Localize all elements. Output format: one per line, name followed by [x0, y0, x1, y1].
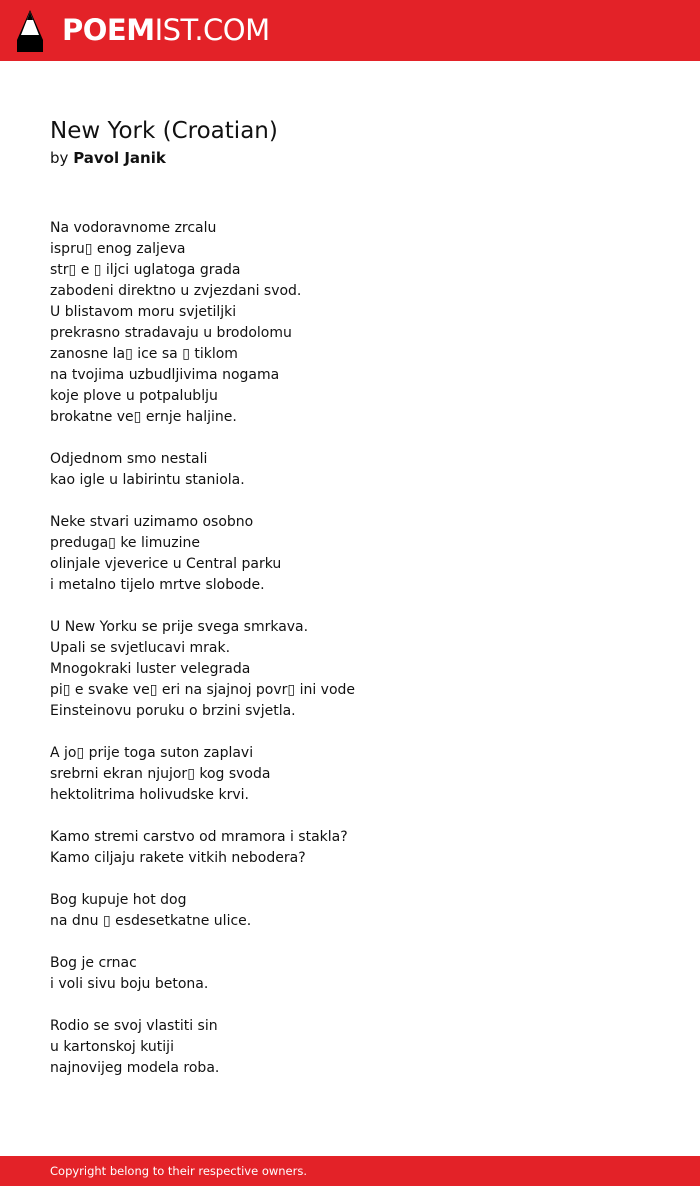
poem-line: u kartonskoj kutiji: [50, 1039, 174, 1055]
poem-title: New York (Croatian): [50, 118, 278, 144]
poem-line: Odjednom smo nestali: [50, 451, 208, 467]
poem-line: i voli sivu boju betona.: [50, 976, 209, 992]
poem-stanza: [50, 449, 650, 491]
poem-line: prekrasno stradavaju u brodolomu: [50, 325, 292, 341]
poem-stanza: [50, 512, 650, 596]
poem-line: Mnogokraki luster velegrada: [50, 661, 251, 677]
poem-line: zanosne la▯ ice sa ▯ tiklom: [50, 346, 238, 362]
poem-line: Neke stvari uzimamo osobno: [50, 514, 254, 530]
poem-line: ispru▯ enog zaljeva: [50, 241, 186, 257]
poem-line: najnovijeg modela roba.: [50, 1060, 220, 1076]
author-name: Pavol Janik: [73, 149, 166, 167]
poem-line: Kamo stremi carstvo od mramora i stakla?: [50, 829, 348, 845]
poem-stanza: [50, 218, 650, 428]
poem-line: Einsteinovu poruku o brzini svjetla.: [50, 703, 296, 719]
poem-stanza: [50, 953, 650, 995]
by-label: by: [50, 149, 69, 167]
poem-byline: [50, 148, 166, 169]
brand-bold: POEM: [62, 13, 155, 47]
poem-body: [50, 218, 650, 1100]
poem-line: brokatne ve▯ ernje haljine.: [50, 409, 237, 425]
poem-line: Bog je crnac: [50, 955, 137, 971]
poem-stanza: [50, 617, 650, 722]
poem-stanza: [50, 827, 650, 869]
poem-line: i metalno tijelo mrtve slobode.: [50, 577, 265, 593]
poem-line: Rodio se svoj vlastiti sin: [50, 1018, 218, 1034]
poem-line: olinjale vjeverice u Central parku: [50, 556, 282, 572]
poem-line: Upali se svjetlucavi mrak.: [50, 640, 231, 656]
poem-stanza: [50, 1016, 650, 1079]
poem-line: U blistavom moru svjetiljki: [50, 304, 237, 320]
site-logo-link[interactable]: [62, 12, 270, 48]
poem-stanza: [50, 743, 650, 806]
brand-light: IST.COM: [154, 13, 270, 47]
poem-line: pi▯ e svake ve▯ eri na sjajnoj povr▯ ini vode: [50, 682, 356, 698]
poem-line: zabodeni direktno u zvjezdani svod.: [50, 283, 302, 299]
copyright-text: Copyright belong to their respective owners.: [50, 1164, 308, 1178]
poem-line: kao igle u labirintu staniola.: [50, 472, 245, 488]
poem-line: Kamo ciljaju rakete vitkih nebodera?: [50, 850, 306, 866]
poem-line: U New Yorku se prije svega smrkava.: [50, 619, 309, 635]
poem-line: na tvojima uzbudljivima nogama: [50, 367, 280, 383]
site-header: [0, 0, 700, 61]
poem-line: srebrni ekran njujor▯ kog svoda: [50, 766, 271, 782]
poem-line: hektolitrima holivudske krvi.: [50, 787, 249, 803]
poem-line: preduga▯ ke limuzine: [50, 535, 201, 551]
poem-line: A jo▯ prije toga suton zaplavi: [50, 745, 254, 761]
poem-line: koje plove u potpalublju: [50, 388, 218, 404]
poem-line: str▯ e ▯ iljci uglatoga grada: [50, 262, 241, 278]
poem-line: na dnu ▯ esdesetkatne ulice.: [50, 913, 252, 929]
poem-line: Na vodoravnome zrcalu: [50, 220, 217, 236]
pencil-logo-icon[interactable]: [17, 10, 43, 52]
site-footer: [0, 1156, 700, 1186]
poem-line: Bog kupuje hot dog: [50, 892, 187, 908]
poem-stanza: [50, 890, 650, 932]
